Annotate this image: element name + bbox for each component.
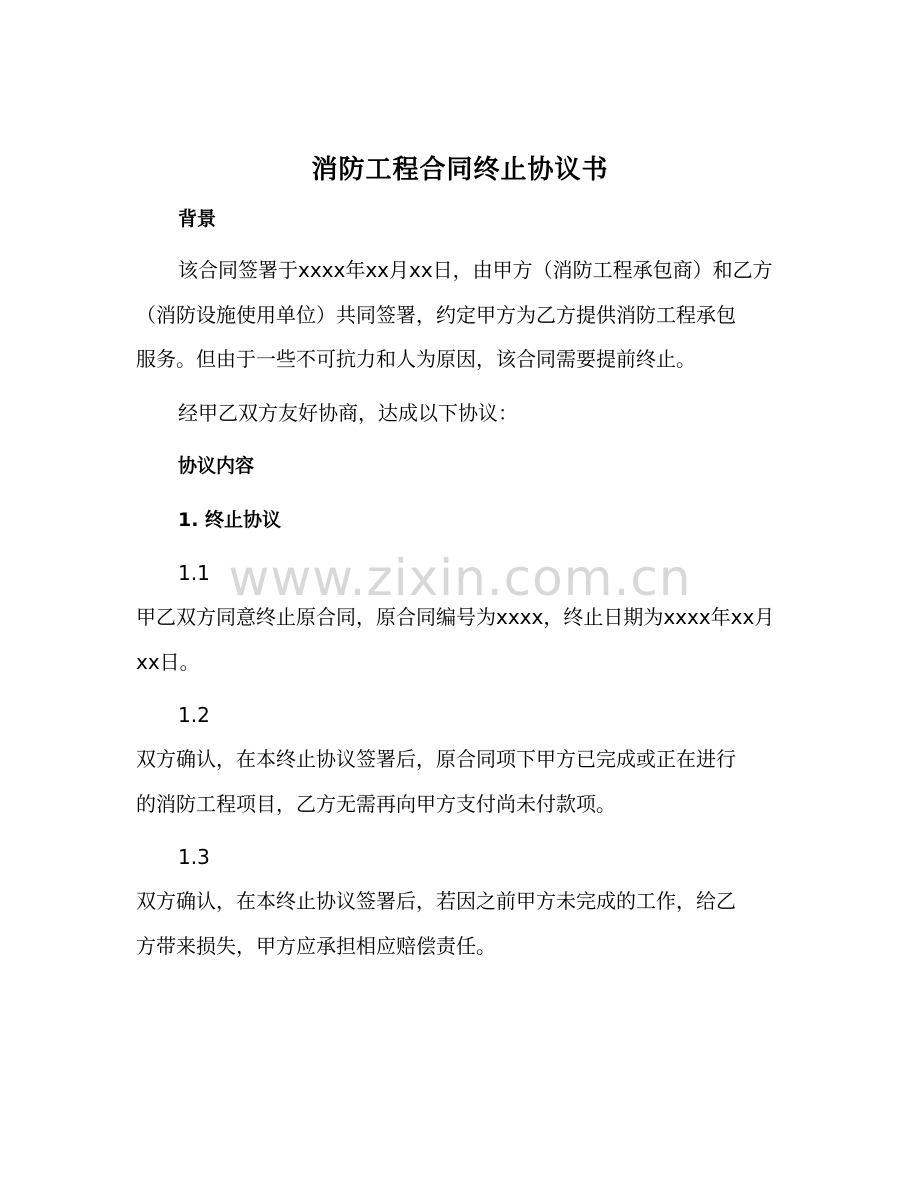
document-title: 消防工程合同终止协议书 xyxy=(311,155,609,185)
clause-1-3-line-1: 双方确认，在本终止协议签署后，若因之前甲方未完成的工作，给乙 xyxy=(136,889,736,913)
section-heading-agreement: 协议内容 xyxy=(178,455,255,477)
clause-1-1-line-1: 甲乙双方同意终止原合同，原合同编号为xxxx，终止日期为xxxx年xx月 xyxy=(136,605,775,629)
clause-1-1-line-2: xx日。 xyxy=(136,650,200,674)
clause-1-2-line-2: 的消防工程项目，乙方无需再向甲方支付尚未付款项。 xyxy=(136,792,616,816)
section-heading-background: 背景 xyxy=(178,208,217,230)
background-paragraph-line-1: 该合同签署于xxxx年xx月xx日，由甲方（消防工程承包商）和乙方 xyxy=(178,258,773,282)
background-paragraph-line-2: （消防设施使用单位）共同签署，约定甲方为乙方提供消防工程承包 xyxy=(136,303,736,327)
watermark: www.zixin.com.cn xyxy=(228,549,692,607)
clause-1-3-line-2: 方带来损失，甲方应承担相应赔偿责任。 xyxy=(136,934,496,958)
subsection-heading-termination: 1. 终止协议 xyxy=(178,509,282,531)
clause-number-1-2: 1.2 xyxy=(178,703,210,727)
clause-number-1-3: 1.3 xyxy=(178,845,210,869)
clause-1-2-line-1: 双方确认，在本终止协议签署后，原合同项下甲方已完成或正在进行 xyxy=(136,747,736,771)
background-paragraph-line-3: 服务。但由于一些不可抗力和人为原因，该合同需要提前终止。 xyxy=(136,347,696,371)
clause-number-1-1: 1.1 xyxy=(178,561,210,585)
negotiation-paragraph: 经甲乙双方友好协商，达成以下协议： xyxy=(178,401,518,425)
